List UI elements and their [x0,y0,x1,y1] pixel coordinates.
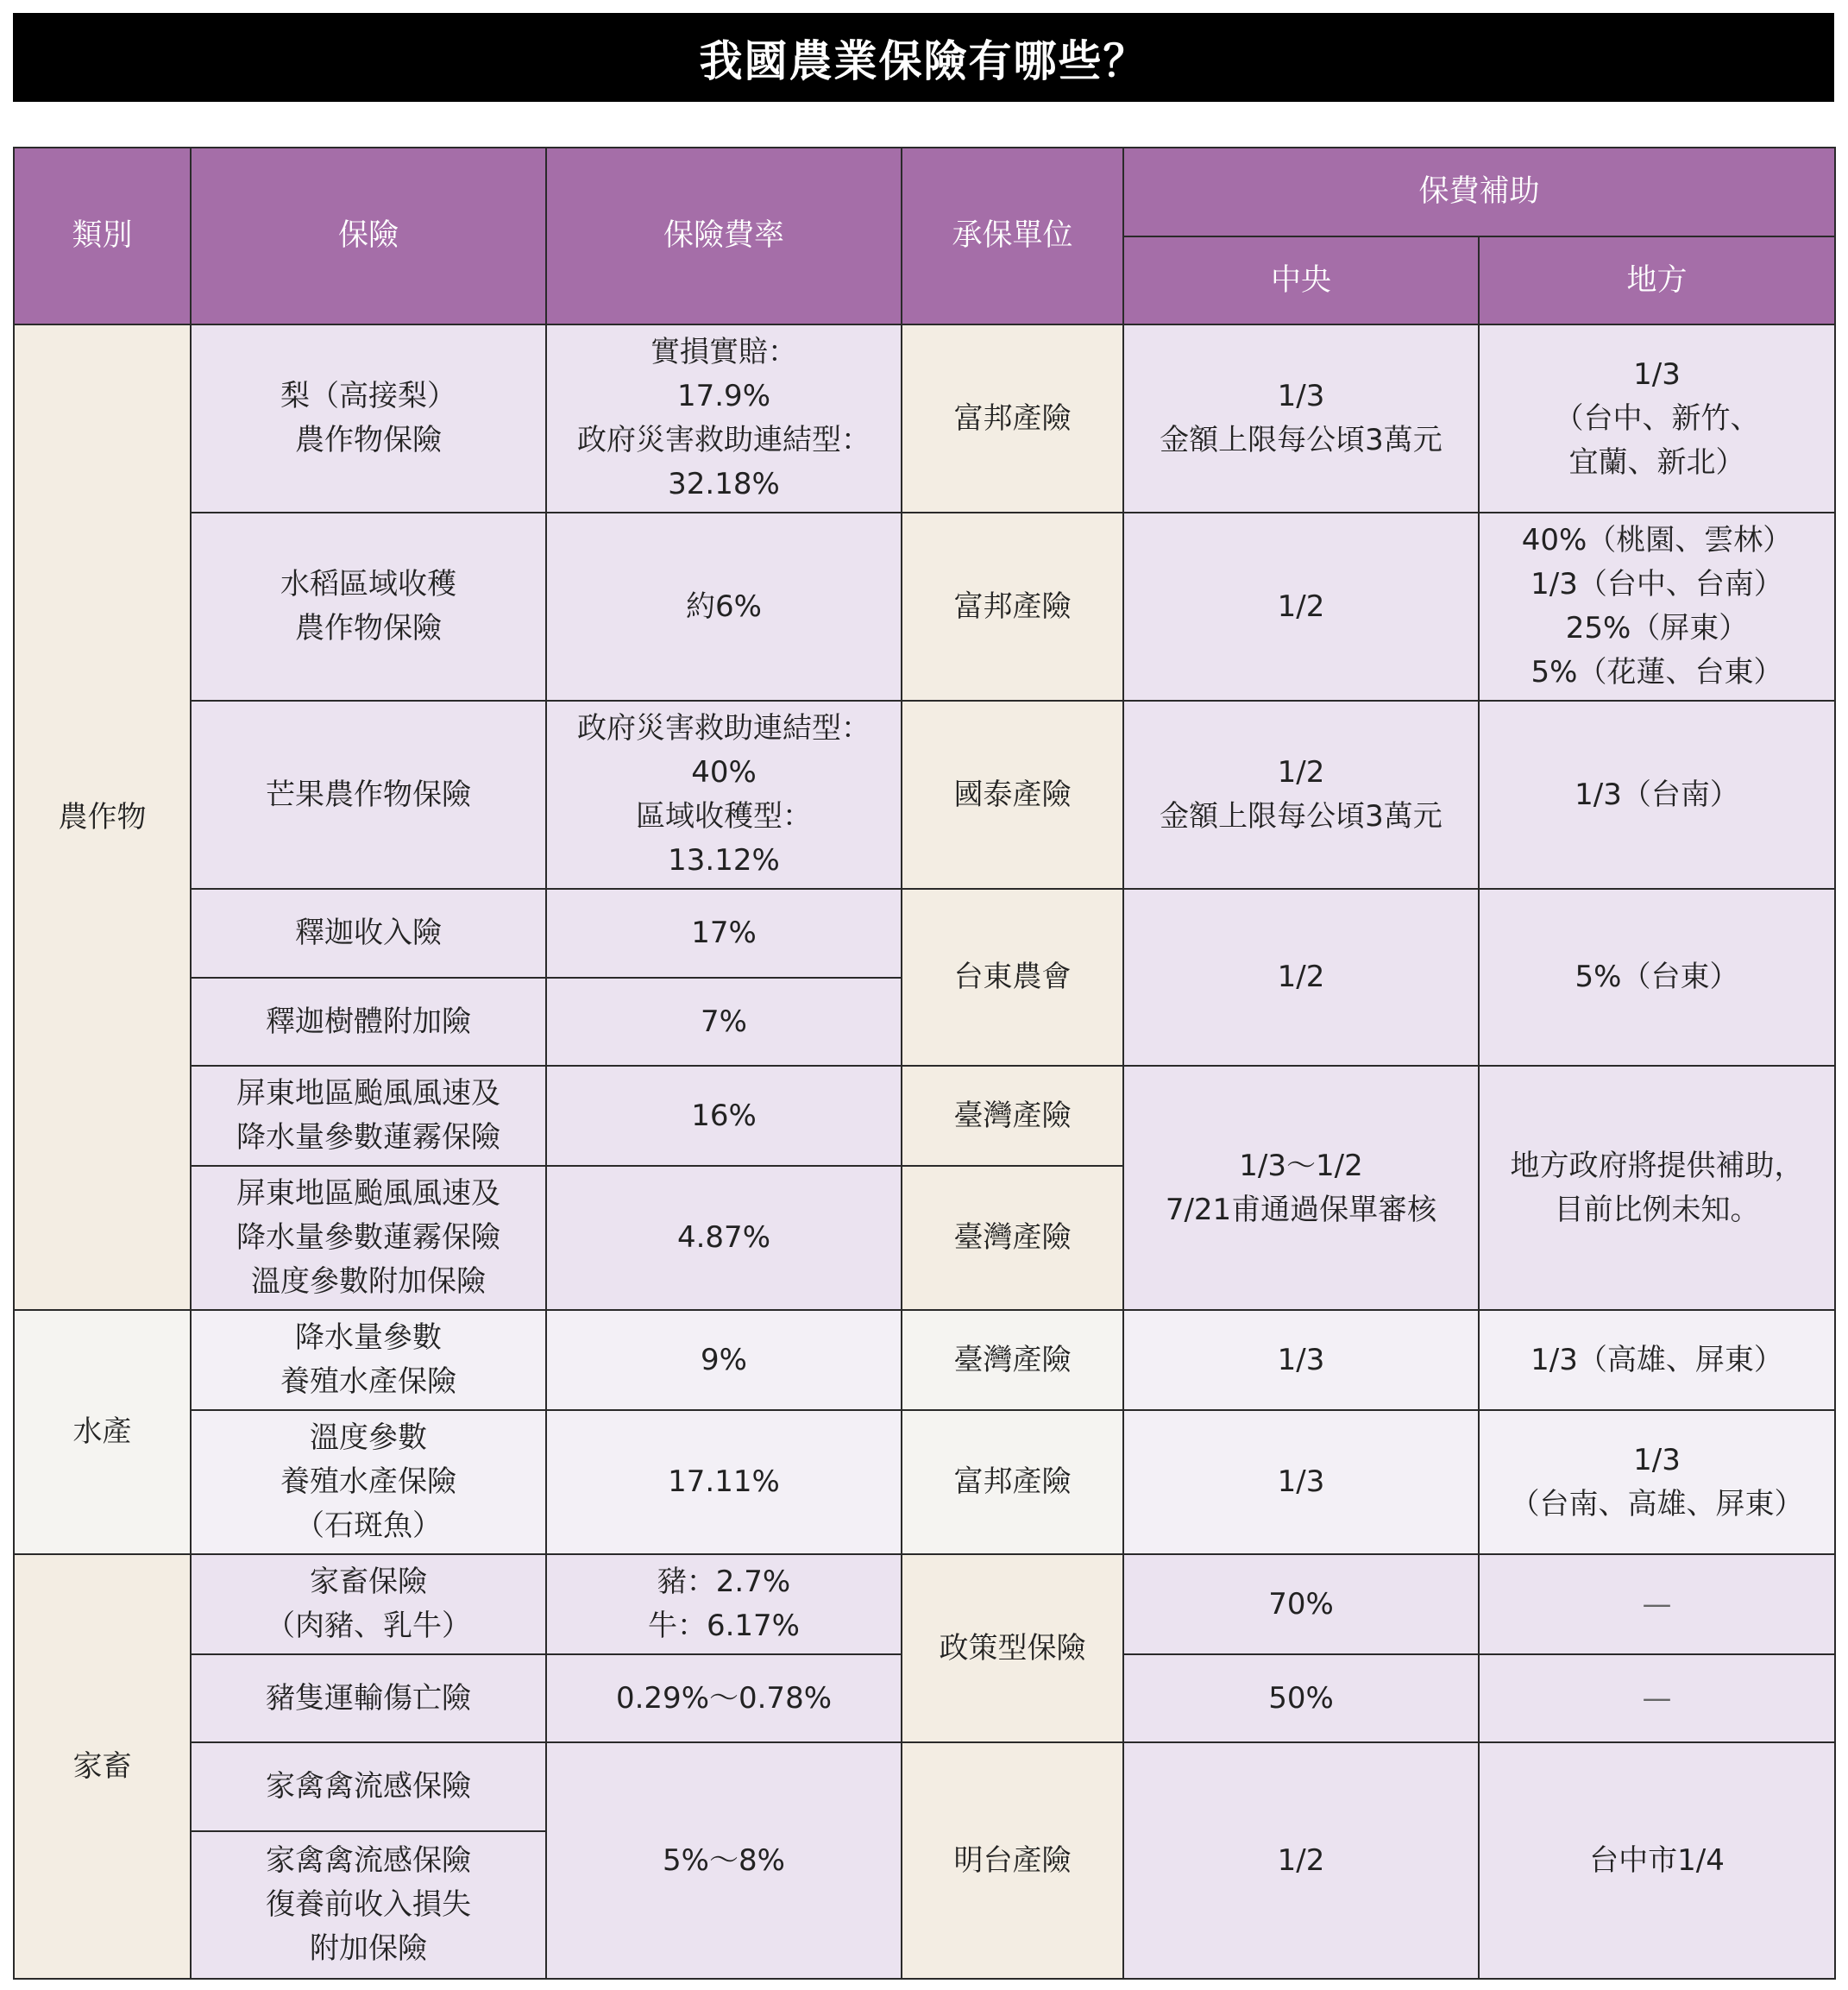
insurance-name: 屏東地區颱風風速及 降水量參數蓮霧保險 溫度參數附加保險 [191,1166,546,1310]
category-livestock: 家畜 [14,1554,191,1979]
header-category: 類別 [14,148,191,324]
insurance-rate: 17.11% [546,1410,902,1554]
underwriter: 富邦產險 [902,324,1123,513]
insurance-rate: 16% [546,1066,902,1166]
insurance-name: 豬隻運輸傷亡險 [191,1654,546,1742]
header-subsidy: 保費補助 [1123,148,1835,236]
insurance-name: 芒果農作物保險 [191,701,546,889]
insurance-rate: 17% [546,889,902,978]
underwriter: 政策型保險 [902,1554,1123,1742]
subsidy-local: 5%（台東） [1479,889,1835,1066]
insurance-name: 家禽禽流感保險 復養前收入損失 附加保險 [191,1831,546,1979]
insurance-rate: 約6% [546,513,902,701]
subsidy-local: 台中市1/4 [1479,1742,1835,1979]
subsidy-local: 1/3（高雄、屏東） [1479,1310,1835,1410]
table-row [14,513,1835,701]
header-central: 中央 [1123,236,1479,324]
insurance-name: 家禽禽流感保險 [191,1742,546,1831]
underwriter: 國泰產險 [902,701,1123,889]
subsidy-central: 1/2 [1123,889,1479,1066]
insurance-name: 家畜保險 （肉豬、乳牛） [191,1554,546,1654]
insurance-name: 水稻區域收穫 農作物保險 [191,513,546,701]
underwriter: 臺灣產險 [902,1310,1123,1410]
table-row [14,1310,1835,1410]
insurance-rate: 豬：2.7% 牛：6.17% [546,1554,902,1654]
insurance-rate: 4.87% [546,1166,902,1310]
insurance-rate: 政府災害救助連結型： 40% 區域收穫型： 13.12% [546,701,902,889]
subsidy-central: 50% [1123,1654,1479,1742]
header-underwriter: 承保單位 [902,148,1123,324]
subsidy-central: 1/3～1/2 7/21甫通過保單審核 [1123,1066,1479,1310]
insurance-name: 溫度參數 養殖水產保險 （石斑魚） [191,1410,546,1554]
insurance-name: 釋迦樹體附加險 [191,978,546,1066]
header-rate: 保險費率 [546,148,902,324]
subsidy-central: 1/2 金額上限每公頃3萬元 [1123,701,1479,889]
header-local: 地方 [1479,236,1835,324]
insurance-rate: 5%～8% [546,1742,902,1979]
subsidy-local: 1/3 （台南、高雄、屏東） [1479,1410,1835,1554]
insurance-rate: 7% [546,978,902,1066]
insurance-name: 屏東地區颱風風速及 降水量參數蓮霧保險 [191,1066,546,1166]
category-crop: 農作物 [14,324,191,1310]
subsidy-central: 1/2 [1123,513,1479,701]
insurance-name: 降水量參數 養殖水產保險 [191,1310,546,1410]
underwriter: 富邦產險 [902,1410,1123,1554]
insurance-rate: 0.29%～0.78% [546,1654,902,1742]
underwriter: 臺灣產險 [902,1166,1123,1310]
subsidy-local: — [1479,1654,1835,1742]
table-row [14,701,1835,889]
insurance-table [13,147,1836,1980]
subsidy-local: 40%（桃園、雲林） 1/3（台中、台南） 25%（屏東） 5%（花蓮、台東） [1479,513,1835,701]
subsidy-local: 1/3（台南） [1479,701,1835,889]
subsidy-central: 1/2 [1123,1742,1479,1979]
subsidy-central: 1/3 金額上限每公頃3萬元 [1123,324,1479,513]
page-title: 我國農業保險有哪些？ [13,13,1834,102]
underwriter: 台東農會 [902,889,1123,1066]
table-row [14,1742,1835,1831]
table-row [14,324,1835,513]
subsidy-local: 1/3 （台中、新竹、 宜蘭、新北） [1479,324,1835,513]
table-row [14,1066,1835,1166]
subsidy-central: 1/3 [1123,1310,1479,1410]
underwriter: 臺灣產險 [902,1066,1123,1166]
underwriter: 明台產險 [902,1742,1123,1979]
table-row [14,889,1835,978]
insurance-name: 釋迦收入險 [191,889,546,978]
header-insurance: 保險 [191,148,546,324]
insurance-name: 梨（高接梨） 農作物保險 [191,324,546,513]
insurance-rate: 實損實賠： 17.9% 政府災害救助連結型： 32.18% [546,324,902,513]
subsidy-local: 地方政府將提供補助， 目前比例未知。 [1479,1066,1835,1310]
subsidy-local: — [1479,1554,1835,1654]
table-row [14,1410,1835,1554]
subsidy-central: 1/3 [1123,1410,1479,1554]
subsidy-central: 70% [1123,1554,1479,1654]
table-row [14,1554,1835,1654]
category-aquaculture: 水產 [14,1310,191,1554]
underwriter: 富邦產險 [902,513,1123,701]
insurance-rate: 9% [546,1310,902,1410]
